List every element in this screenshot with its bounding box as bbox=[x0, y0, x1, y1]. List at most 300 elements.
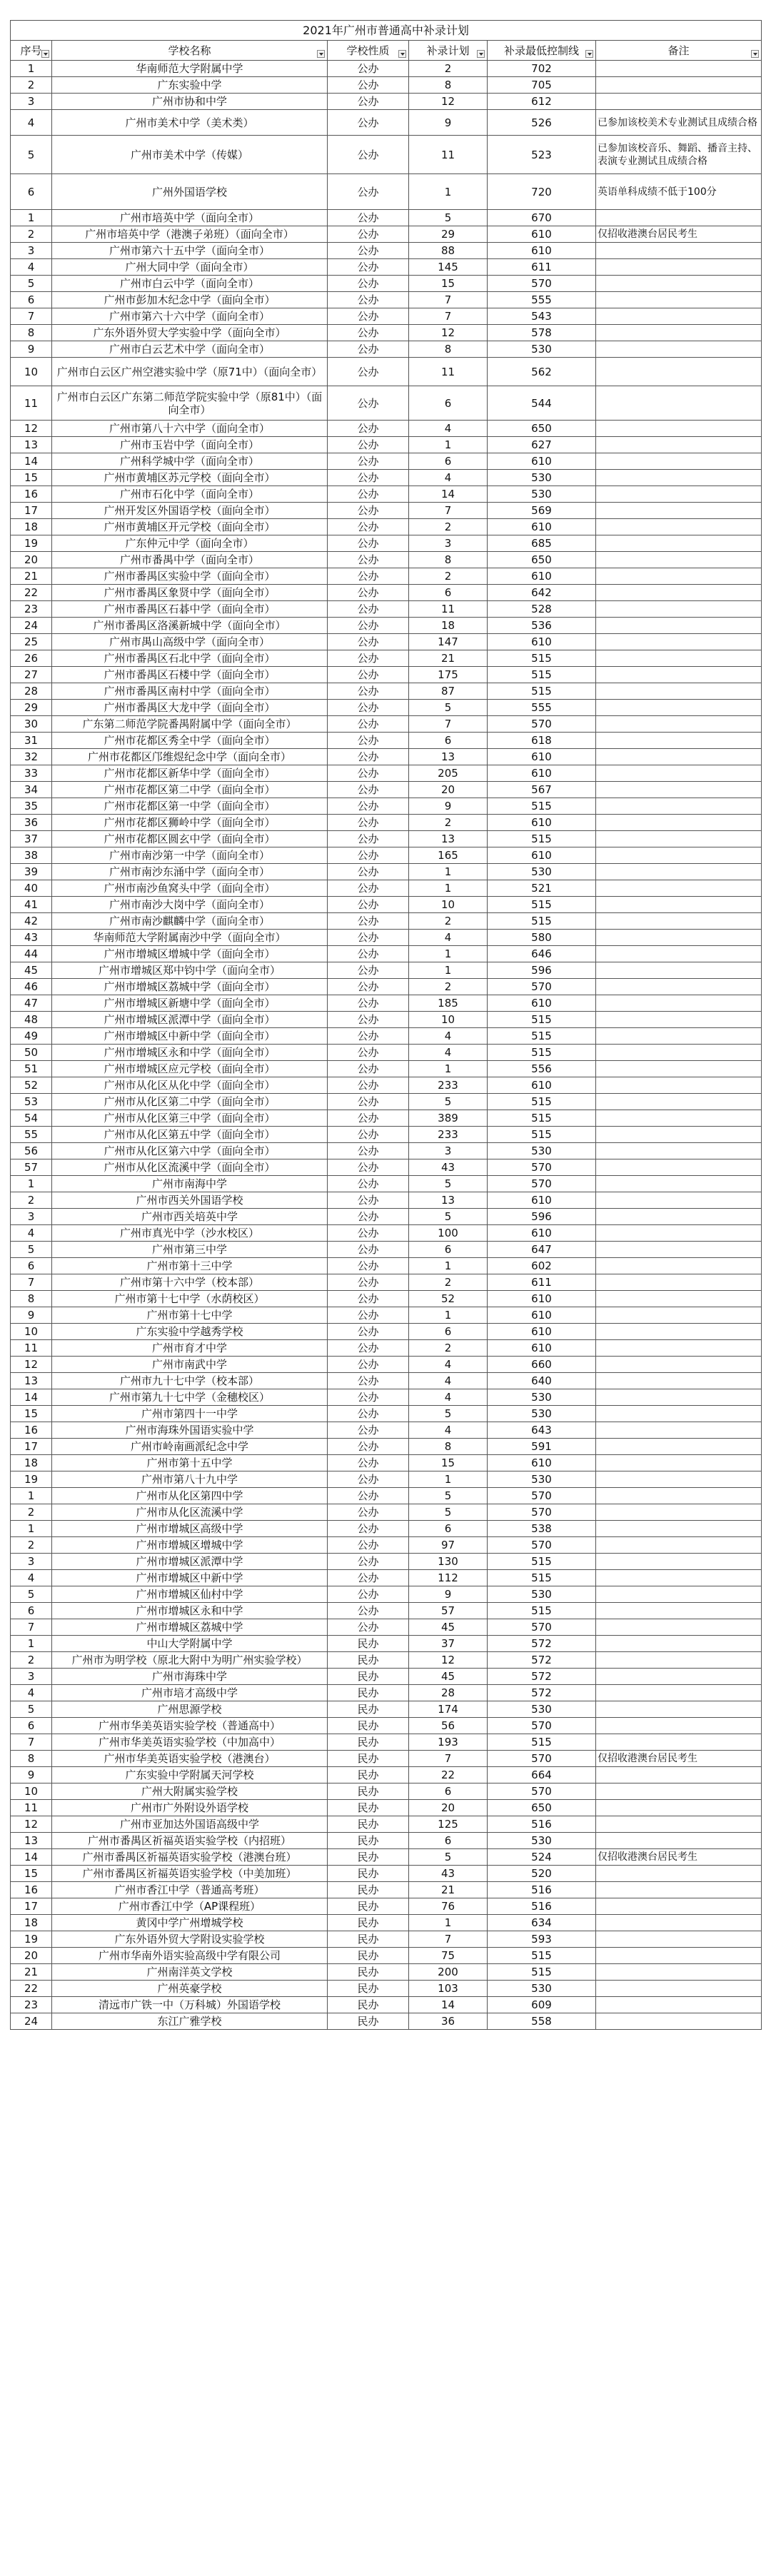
cell-seq[interactable]: 2 bbox=[11, 226, 52, 243]
cell-school-type[interactable]: 公办 bbox=[328, 1291, 409, 1307]
cell-seq[interactable]: 27 bbox=[11, 667, 52, 683]
cell-seq[interactable]: 12 bbox=[11, 1816, 52, 1833]
cell-school-type[interactable]: 民办 bbox=[328, 1734, 409, 1751]
filter-dropdown-icon[interactable] bbox=[398, 50, 406, 58]
cell-school-type[interactable]: 民办 bbox=[328, 1997, 409, 2013]
cell-seq[interactable]: 1 bbox=[11, 1176, 52, 1192]
cell-plan[interactable]: 4 bbox=[409, 1422, 488, 1439]
cell-seq[interactable]: 16 bbox=[11, 1882, 52, 1898]
cell-school-name[interactable]: 广州市第十三中学 bbox=[52, 1258, 328, 1274]
cell-school-type[interactable]: 公办 bbox=[328, 716, 409, 733]
cell-plan[interactable]: 7 bbox=[409, 292, 488, 308]
cell-plan[interactable]: 9 bbox=[409, 798, 488, 815]
cell-plan[interactable]: 15 bbox=[409, 1455, 488, 1471]
cell-note[interactable] bbox=[596, 1488, 762, 1504]
cell-seq[interactable]: 9 bbox=[11, 1767, 52, 1783]
cell-school-type[interactable]: 公办 bbox=[328, 1127, 409, 1143]
cell-min-score[interactable]: 570 bbox=[488, 1537, 596, 1554]
cell-note[interactable] bbox=[596, 325, 762, 341]
cell-plan[interactable]: 6 bbox=[409, 733, 488, 749]
cell-school-type[interactable]: 公办 bbox=[328, 226, 409, 243]
cell-note[interactable] bbox=[596, 568, 762, 585]
cell-school-type[interactable]: 公办 bbox=[328, 1045, 409, 1061]
cell-seq[interactable]: 1 bbox=[11, 1636, 52, 1652]
cell-school-name[interactable]: 广州市增城区新塘中学（面向全市） bbox=[52, 995, 328, 1012]
cell-plan[interactable]: 45 bbox=[409, 1619, 488, 1636]
cell-min-score[interactable]: 643 bbox=[488, 1422, 596, 1439]
cell-min-score[interactable]: 610 bbox=[488, 1291, 596, 1307]
cell-school-type[interactable]: 公办 bbox=[328, 815, 409, 831]
cell-school-name[interactable]: 广州市番禺区南村中学（面向全市） bbox=[52, 683, 328, 700]
cell-school-name[interactable]: 清远市广铁一中（万科城）外国语学校 bbox=[52, 1997, 328, 2013]
cell-plan[interactable]: 3 bbox=[409, 535, 488, 552]
cell-school-type[interactable]: 公办 bbox=[328, 210, 409, 226]
cell-plan[interactable]: 2 bbox=[409, 1340, 488, 1357]
cell-note[interactable] bbox=[596, 1373, 762, 1389]
cell-school-name[interactable]: 广州市南沙第一中学（面向全市） bbox=[52, 847, 328, 864]
cell-school-type[interactable]: 公办 bbox=[328, 1242, 409, 1258]
cell-school-name[interactable]: 广州市广外附设外语学校 bbox=[52, 1800, 328, 1816]
cell-note[interactable] bbox=[596, 259, 762, 276]
cell-note[interactable] bbox=[596, 913, 762, 930]
cell-plan[interactable]: 8 bbox=[409, 77, 488, 94]
cell-school-name[interactable]: 广州市第十七中学（水荫校区） bbox=[52, 1291, 328, 1307]
cell-min-score[interactable]: 634 bbox=[488, 1915, 596, 1931]
cell-seq[interactable]: 7 bbox=[11, 1619, 52, 1636]
cell-plan[interactable]: 14 bbox=[409, 486, 488, 503]
cell-seq[interactable]: 9 bbox=[11, 1307, 52, 1324]
cell-school-name[interactable]: 广州市从化区第二中学（面向全市） bbox=[52, 1094, 328, 1110]
header-plan[interactable] bbox=[409, 41, 488, 61]
cell-note[interactable] bbox=[596, 1209, 762, 1225]
cell-note[interactable] bbox=[596, 1143, 762, 1159]
cell-plan[interactable]: 2 bbox=[409, 61, 488, 77]
cell-min-score[interactable]: 627 bbox=[488, 437, 596, 453]
cell-plan[interactable]: 5 bbox=[409, 1209, 488, 1225]
cell-plan[interactable]: 10 bbox=[409, 1012, 488, 1028]
cell-seq[interactable]: 56 bbox=[11, 1143, 52, 1159]
cell-plan[interactable]: 76 bbox=[409, 1898, 488, 1915]
cell-seq[interactable]: 17 bbox=[11, 1439, 52, 1455]
cell-school-type[interactable]: 公办 bbox=[328, 1471, 409, 1488]
cell-school-name[interactable]: 广州市西关外国语学校 bbox=[52, 1192, 328, 1209]
cell-school-name[interactable]: 广州市南武中学 bbox=[52, 1357, 328, 1373]
cell-note[interactable] bbox=[596, 1997, 762, 2013]
cell-seq[interactable]: 43 bbox=[11, 930, 52, 946]
cell-school-type[interactable]: 公办 bbox=[328, 1357, 409, 1373]
cell-min-score[interactable]: 538 bbox=[488, 1521, 596, 1537]
cell-plan[interactable]: 6 bbox=[409, 1324, 488, 1340]
cell-school-name[interactable]: 广州市岭南画派纪念中学 bbox=[52, 1439, 328, 1455]
cell-min-score[interactable]: 558 bbox=[488, 2013, 596, 2030]
cell-plan[interactable]: 4 bbox=[409, 930, 488, 946]
cell-seq[interactable]: 5 bbox=[11, 136, 52, 174]
cell-seq[interactable]: 41 bbox=[11, 897, 52, 913]
cell-min-score[interactable]: 610 bbox=[488, 1340, 596, 1357]
cell-note[interactable] bbox=[596, 1619, 762, 1636]
cell-school-type[interactable]: 公办 bbox=[328, 1373, 409, 1389]
cell-note[interactable] bbox=[596, 1012, 762, 1028]
cell-min-score[interactable]: 572 bbox=[488, 1652, 596, 1669]
cell-school-type[interactable]: 公办 bbox=[328, 243, 409, 259]
cell-school-name[interactable]: 广州市玉岩中学（面向全市） bbox=[52, 437, 328, 453]
cell-school-type[interactable]: 公办 bbox=[328, 1521, 409, 1537]
cell-min-score[interactable]: 515 bbox=[488, 1110, 596, 1127]
cell-min-score[interactable]: 664 bbox=[488, 1767, 596, 1783]
cell-plan[interactable]: 6 bbox=[409, 585, 488, 601]
cell-seq[interactable]: 14 bbox=[11, 453, 52, 470]
cell-plan[interactable]: 6 bbox=[409, 1833, 488, 1849]
cell-school-name[interactable]: 东江广雅学校 bbox=[52, 2013, 328, 2030]
cell-plan[interactable]: 4 bbox=[409, 1389, 488, 1406]
cell-note[interactable] bbox=[596, 897, 762, 913]
cell-plan[interactable]: 6 bbox=[409, 1242, 488, 1258]
cell-note[interactable] bbox=[596, 341, 762, 358]
cell-school-name[interactable]: 广州市番禺区石北中学（面向全市） bbox=[52, 650, 328, 667]
cell-plan[interactable]: 28 bbox=[409, 1685, 488, 1701]
cell-note[interactable] bbox=[596, 979, 762, 995]
cell-seq[interactable]: 35 bbox=[11, 798, 52, 815]
cell-school-type[interactable]: 公办 bbox=[328, 979, 409, 995]
cell-seq[interactable]: 7 bbox=[11, 1734, 52, 1751]
cell-seq[interactable]: 18 bbox=[11, 1455, 52, 1471]
cell-plan[interactable]: 4 bbox=[409, 421, 488, 437]
cell-school-type[interactable]: 公办 bbox=[328, 1619, 409, 1636]
cell-school-type[interactable]: 公办 bbox=[328, 1061, 409, 1077]
cell-note[interactable] bbox=[596, 995, 762, 1012]
cell-min-score[interactable]: 610 bbox=[488, 815, 596, 831]
cell-min-score[interactable]: 580 bbox=[488, 930, 596, 946]
cell-school-type[interactable]: 公办 bbox=[328, 1192, 409, 1209]
cell-plan[interactable]: 7 bbox=[409, 716, 488, 733]
cell-note[interactable] bbox=[596, 437, 762, 453]
cell-plan[interactable]: 100 bbox=[409, 1225, 488, 1242]
cell-seq[interactable]: 8 bbox=[11, 1291, 52, 1307]
cell-school-type[interactable]: 公办 bbox=[328, 292, 409, 308]
cell-school-type[interactable]: 民办 bbox=[328, 1685, 409, 1701]
cell-seq[interactable]: 6 bbox=[11, 1718, 52, 1734]
cell-school-type[interactable]: 民办 bbox=[328, 1866, 409, 1882]
cell-plan[interactable]: 1 bbox=[409, 864, 488, 880]
cell-plan[interactable]: 147 bbox=[409, 634, 488, 650]
cell-school-type[interactable]: 公办 bbox=[328, 1586, 409, 1603]
cell-min-score[interactable]: 570 bbox=[488, 1159, 596, 1176]
cell-school-type[interactable]: 公办 bbox=[328, 259, 409, 276]
cell-plan[interactable]: 1 bbox=[409, 880, 488, 897]
cell-school-type[interactable]: 公办 bbox=[328, 1439, 409, 1455]
cell-school-name[interactable]: 广州市番禺区洛溪新城中学（面向全市） bbox=[52, 618, 328, 634]
cell-note[interactable] bbox=[596, 765, 762, 782]
cell-note[interactable] bbox=[596, 749, 762, 765]
cell-plan[interactable]: 6 bbox=[409, 386, 488, 421]
cell-seq[interactable]: 12 bbox=[11, 421, 52, 437]
cell-seq[interactable]: 55 bbox=[11, 1127, 52, 1143]
cell-plan[interactable]: 6 bbox=[409, 1783, 488, 1800]
cell-seq[interactable]: 11 bbox=[11, 1340, 52, 1357]
cell-min-score[interactable]: 610 bbox=[488, 243, 596, 259]
cell-min-score[interactable]: 570 bbox=[488, 1176, 596, 1192]
cell-school-type[interactable]: 公办 bbox=[328, 503, 409, 519]
cell-seq[interactable]: 24 bbox=[11, 618, 52, 634]
cell-note[interactable] bbox=[596, 618, 762, 634]
cell-plan[interactable]: 1 bbox=[409, 1915, 488, 1931]
cell-school-type[interactable]: 公办 bbox=[328, 308, 409, 325]
cell-note[interactable] bbox=[596, 864, 762, 880]
cell-min-score[interactable]: 610 bbox=[488, 568, 596, 585]
cell-note[interactable] bbox=[596, 243, 762, 259]
cell-school-type[interactable]: 公办 bbox=[328, 1422, 409, 1439]
cell-min-score[interactable]: 530 bbox=[488, 1981, 596, 1997]
cell-seq[interactable]: 53 bbox=[11, 1094, 52, 1110]
cell-school-type[interactable]: 公办 bbox=[328, 798, 409, 815]
cell-note[interactable] bbox=[596, 634, 762, 650]
cell-plan[interactable]: 2 bbox=[409, 519, 488, 535]
cell-min-score[interactable]: 642 bbox=[488, 585, 596, 601]
cell-note[interactable] bbox=[596, 1291, 762, 1307]
cell-school-type[interactable]: 公办 bbox=[328, 650, 409, 667]
cell-note[interactable] bbox=[596, 421, 762, 437]
cell-school-type[interactable]: 公办 bbox=[328, 325, 409, 341]
cell-note[interactable] bbox=[596, 1340, 762, 1357]
cell-min-score[interactable]: 610 bbox=[488, 765, 596, 782]
cell-min-score[interactable]: 570 bbox=[488, 276, 596, 292]
cell-min-score[interactable]: 602 bbox=[488, 1258, 596, 1274]
cell-note[interactable] bbox=[596, 847, 762, 864]
cell-plan[interactable]: 4 bbox=[409, 1045, 488, 1061]
cell-min-score[interactable]: 536 bbox=[488, 618, 596, 634]
cell-plan[interactable]: 200 bbox=[409, 1964, 488, 1981]
cell-note[interactable] bbox=[596, 1915, 762, 1931]
cell-school-name[interactable]: 广州大附属实验学校 bbox=[52, 1783, 328, 1800]
cell-school-type[interactable]: 公办 bbox=[328, 421, 409, 437]
cell-note[interactable] bbox=[596, 716, 762, 733]
cell-note[interactable] bbox=[596, 503, 762, 519]
cell-school-name[interactable]: 广州市香江中学（AP课程班） bbox=[52, 1898, 328, 1915]
cell-note[interactable] bbox=[596, 486, 762, 503]
cell-min-score[interactable]: 516 bbox=[488, 1882, 596, 1898]
cell-school-name[interactable]: 广州市第九十七中学（金穗校区） bbox=[52, 1389, 328, 1406]
filter-dropdown-icon[interactable] bbox=[751, 50, 759, 58]
cell-plan[interactable]: 4 bbox=[409, 1028, 488, 1045]
cell-note[interactable]: 已参加该校音乐、舞蹈、播音主持、表演专业测试且成绩合格 bbox=[596, 136, 762, 174]
cell-note[interactable] bbox=[596, 1833, 762, 1849]
cell-note[interactable] bbox=[596, 386, 762, 421]
cell-plan[interactable]: 4 bbox=[409, 1373, 488, 1389]
cell-note[interactable] bbox=[596, 1127, 762, 1143]
cell-seq[interactable]: 13 bbox=[11, 437, 52, 453]
cell-plan[interactable]: 22 bbox=[409, 1767, 488, 1783]
cell-school-name[interactable]: 广州市从化区第三中学（面向全市） bbox=[52, 1110, 328, 1127]
cell-school-type[interactable]: 公办 bbox=[328, 1110, 409, 1127]
cell-note[interactable] bbox=[596, 308, 762, 325]
cell-seq[interactable]: 10 bbox=[11, 1783, 52, 1800]
cell-note[interactable] bbox=[596, 1094, 762, 1110]
cell-school-type[interactable]: 公办 bbox=[328, 1012, 409, 1028]
cell-min-score[interactable]: 570 bbox=[488, 1718, 596, 1734]
cell-plan[interactable]: 57 bbox=[409, 1603, 488, 1619]
cell-school-name[interactable]: 广州开发区外国语学校（面向全市） bbox=[52, 503, 328, 519]
cell-seq[interactable]: 2 bbox=[11, 1537, 52, 1554]
cell-school-name[interactable]: 广州市第八十九中学 bbox=[52, 1471, 328, 1488]
cell-school-type[interactable]: 公办 bbox=[328, 618, 409, 634]
cell-school-type[interactable]: 公办 bbox=[328, 962, 409, 979]
cell-plan[interactable]: 21 bbox=[409, 650, 488, 667]
cell-school-type[interactable]: 公办 bbox=[328, 831, 409, 847]
cell-plan[interactable]: 5 bbox=[409, 1849, 488, 1866]
cell-school-name[interactable]: 广州市美术中学（美术类） bbox=[52, 110, 328, 136]
cell-school-name[interactable]: 广州市培才高级中学 bbox=[52, 1685, 328, 1701]
cell-school-name[interactable]: 广州市增城区应元学校（面向全市） bbox=[52, 1061, 328, 1077]
cell-school-type[interactable]: 公办 bbox=[328, 1307, 409, 1324]
cell-school-name[interactable]: 广州市海珠外国语实验中学 bbox=[52, 1422, 328, 1439]
cell-school-name[interactable]: 广州市番禺区石楼中学（面向全市） bbox=[52, 667, 328, 683]
cell-plan[interactable]: 233 bbox=[409, 1077, 488, 1094]
cell-seq[interactable]: 20 bbox=[11, 552, 52, 568]
cell-school-type[interactable]: 公办 bbox=[328, 1554, 409, 1570]
cell-school-type[interactable]: 公办 bbox=[328, 1274, 409, 1291]
cell-note[interactable] bbox=[596, 1783, 762, 1800]
cell-min-score[interactable]: 596 bbox=[488, 1209, 596, 1225]
cell-school-name[interactable]: 广州外国语学校 bbox=[52, 174, 328, 210]
cell-seq[interactable]: 22 bbox=[11, 585, 52, 601]
cell-school-name[interactable]: 广州市亚加达外国语高级中学 bbox=[52, 1816, 328, 1833]
cell-seq[interactable]: 2 bbox=[11, 1192, 52, 1209]
cell-note[interactable] bbox=[596, 1898, 762, 1915]
cell-seq[interactable]: 52 bbox=[11, 1077, 52, 1094]
cell-school-name[interactable]: 广州市番禺区象贤中学（面向全市） bbox=[52, 585, 328, 601]
cell-plan[interactable]: 2 bbox=[409, 568, 488, 585]
cell-plan[interactable]: 205 bbox=[409, 765, 488, 782]
cell-school-name[interactable]: 广州市禺山高级中学（面向全市） bbox=[52, 634, 328, 650]
cell-school-name[interactable]: 广州市花都区圆玄中学（面向全市） bbox=[52, 831, 328, 847]
cell-school-name[interactable]: 广州市从化区流溪中学 bbox=[52, 1504, 328, 1521]
cell-plan[interactable]: 18 bbox=[409, 618, 488, 634]
cell-min-score[interactable]: 515 bbox=[488, 683, 596, 700]
cell-school-name[interactable]: 广州市为明学校（原北大附中为明广州实验学校） bbox=[52, 1652, 328, 1669]
cell-min-score[interactable]: 567 bbox=[488, 782, 596, 798]
cell-school-name[interactable]: 广州市黄埔区苏元学校（面向全市） bbox=[52, 470, 328, 486]
cell-school-name[interactable]: 广州市第八十六中学（面向全市） bbox=[52, 421, 328, 437]
cell-seq[interactable]: 12 bbox=[11, 1357, 52, 1373]
cell-min-score[interactable]: 562 bbox=[488, 358, 596, 386]
cell-plan[interactable]: 20 bbox=[409, 1800, 488, 1816]
cell-school-type[interactable]: 公办 bbox=[328, 1406, 409, 1422]
cell-min-score[interactable]: 515 bbox=[488, 831, 596, 847]
cell-seq[interactable]: 2 bbox=[11, 1652, 52, 1669]
cell-plan[interactable]: 8 bbox=[409, 552, 488, 568]
cell-plan[interactable]: 233 bbox=[409, 1127, 488, 1143]
cell-school-name[interactable]: 广州市西关培英中学 bbox=[52, 1209, 328, 1225]
cell-seq[interactable]: 31 bbox=[11, 733, 52, 749]
cell-plan[interactable]: 7 bbox=[409, 1931, 488, 1948]
cell-min-score[interactable]: 515 bbox=[488, 897, 596, 913]
cell-school-name[interactable]: 广州市黄埔区开元学校（面向全市） bbox=[52, 519, 328, 535]
cell-school-name[interactable]: 广州市番禺区大龙中学（面向全市） bbox=[52, 700, 328, 716]
cell-seq[interactable]: 50 bbox=[11, 1045, 52, 1061]
cell-min-score[interactable]: 516 bbox=[488, 1816, 596, 1833]
cell-school-type[interactable]: 民办 bbox=[328, 1816, 409, 1833]
cell-seq[interactable]: 54 bbox=[11, 1110, 52, 1127]
cell-school-name[interactable]: 广州市番禺区祈福英语实验学校（内招班） bbox=[52, 1833, 328, 1849]
cell-note[interactable] bbox=[596, 1307, 762, 1324]
cell-plan[interactable]: 7 bbox=[409, 1751, 488, 1767]
cell-plan[interactable]: 145 bbox=[409, 259, 488, 276]
cell-note[interactable] bbox=[596, 1866, 762, 1882]
cell-seq[interactable]: 1 bbox=[11, 210, 52, 226]
filter-dropdown-icon[interactable] bbox=[41, 50, 49, 58]
cell-min-score[interactable]: 572 bbox=[488, 1685, 596, 1701]
cell-seq[interactable]: 21 bbox=[11, 568, 52, 585]
cell-school-type[interactable]: 民办 bbox=[328, 1964, 409, 1981]
cell-plan[interactable]: 52 bbox=[409, 1291, 488, 1307]
cell-plan[interactable]: 5 bbox=[409, 1504, 488, 1521]
cell-seq[interactable]: 15 bbox=[11, 470, 52, 486]
filter-dropdown-icon[interactable] bbox=[317, 50, 325, 58]
cell-min-score[interactable]: 515 bbox=[488, 1734, 596, 1751]
cell-seq[interactable]: 13 bbox=[11, 1373, 52, 1389]
cell-note[interactable] bbox=[596, 831, 762, 847]
cell-min-score[interactable]: 515 bbox=[488, 1964, 596, 1981]
cell-plan[interactable]: 11 bbox=[409, 136, 488, 174]
cell-min-score[interactable]: 591 bbox=[488, 1439, 596, 1455]
cell-school-name[interactable]: 广州市南沙东涌中学（面向全市） bbox=[52, 864, 328, 880]
cell-min-score[interactable]: 555 bbox=[488, 700, 596, 716]
cell-school-name[interactable]: 广州市海珠中学 bbox=[52, 1669, 328, 1685]
cell-plan[interactable]: 15 bbox=[409, 276, 488, 292]
cell-plan[interactable]: 175 bbox=[409, 667, 488, 683]
cell-seq[interactable]: 15 bbox=[11, 1406, 52, 1422]
cell-min-score[interactable]: 646 bbox=[488, 946, 596, 962]
cell-note[interactable] bbox=[596, 667, 762, 683]
cell-min-score[interactable]: 660 bbox=[488, 1357, 596, 1373]
cell-note[interactable] bbox=[596, 815, 762, 831]
cell-school-name[interactable]: 广州市第三中学 bbox=[52, 1242, 328, 1258]
cell-school-type[interactable]: 公办 bbox=[328, 136, 409, 174]
cell-min-score[interactable]: 640 bbox=[488, 1373, 596, 1389]
cell-school-type[interactable]: 公办 bbox=[328, 1570, 409, 1586]
cell-min-score[interactable]: 515 bbox=[488, 1012, 596, 1028]
cell-min-score[interactable]: 570 bbox=[488, 979, 596, 995]
cell-min-score[interactable]: 515 bbox=[488, 1045, 596, 1061]
cell-min-score[interactable]: 515 bbox=[488, 1094, 596, 1110]
cell-school-name[interactable]: 广州市增城区仙村中学 bbox=[52, 1586, 328, 1603]
cell-note[interactable] bbox=[596, 470, 762, 486]
cell-min-score[interactable]: 521 bbox=[488, 880, 596, 897]
cell-note[interactable] bbox=[596, 1800, 762, 1816]
cell-seq[interactable]: 9 bbox=[11, 341, 52, 358]
cell-school-name[interactable]: 广州市九十七中学（校本部） bbox=[52, 1373, 328, 1389]
cell-min-score[interactable]: 610 bbox=[488, 1455, 596, 1471]
cell-note[interactable] bbox=[596, 1077, 762, 1094]
cell-seq[interactable]: 33 bbox=[11, 765, 52, 782]
cell-min-score[interactable]: 610 bbox=[488, 995, 596, 1012]
cell-school-type[interactable]: 公办 bbox=[328, 601, 409, 618]
cell-seq[interactable]: 10 bbox=[11, 358, 52, 386]
cell-plan[interactable]: 75 bbox=[409, 1948, 488, 1964]
cell-seq[interactable]: 37 bbox=[11, 831, 52, 847]
cell-seq[interactable]: 14 bbox=[11, 1849, 52, 1866]
cell-note[interactable] bbox=[596, 535, 762, 552]
cell-min-score[interactable]: 530 bbox=[488, 1833, 596, 1849]
cell-min-score[interactable]: 596 bbox=[488, 962, 596, 979]
cell-school-type[interactable]: 公办 bbox=[328, 1225, 409, 1242]
cell-min-score[interactable]: 610 bbox=[488, 453, 596, 470]
cell-plan[interactable]: 29 bbox=[409, 226, 488, 243]
cell-school-name[interactable]: 广东实验中学附属天河学校 bbox=[52, 1767, 328, 1783]
cell-school-type[interactable]: 公办 bbox=[328, 174, 409, 210]
cell-plan[interactable]: 87 bbox=[409, 683, 488, 700]
cell-school-name[interactable]: 广东外语外贸大学附设实验学校 bbox=[52, 1931, 328, 1948]
